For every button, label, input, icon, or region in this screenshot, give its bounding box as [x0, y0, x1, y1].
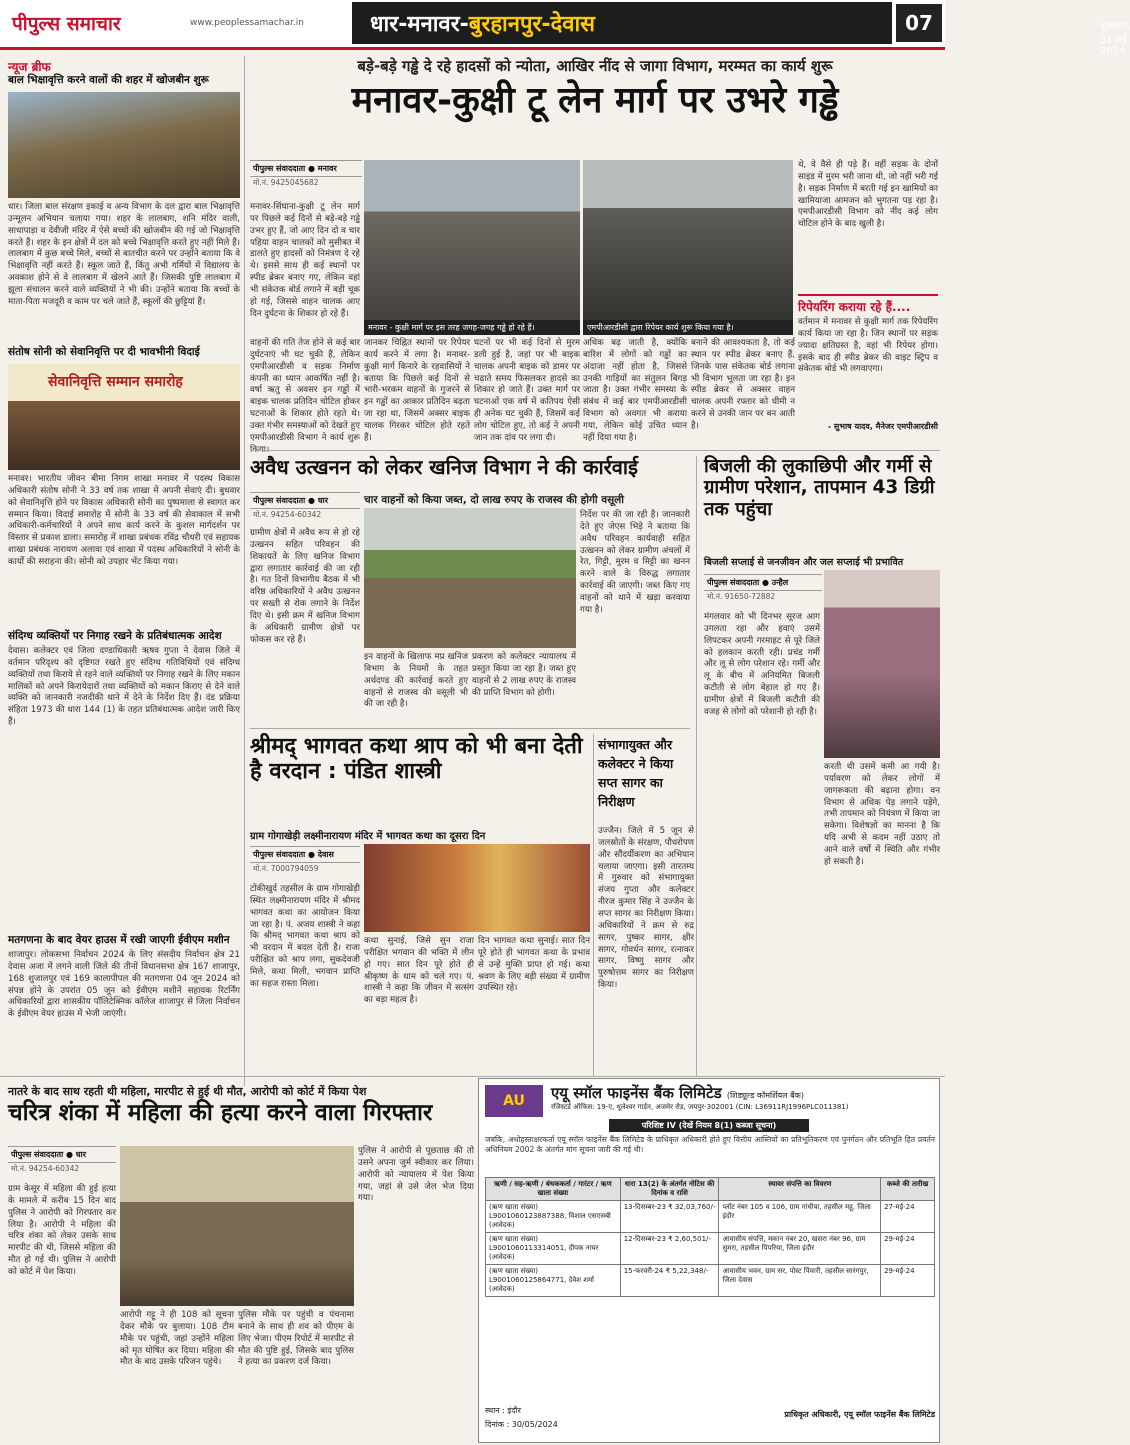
- website-url[interactable]: www.peoplessamachar.in: [190, 18, 304, 28]
- lead-byline-box: [250, 160, 362, 200]
- crime-kicker: [8, 1080, 474, 1098]
- weather-headline-text: बिजली की लुकाछिपी और गर्मी से ग्रामीण परेशान, तापमान 43 डिग्री तक पहुंचा: [704, 456, 935, 520]
- lead-byline: पीपुल्स संवाददाता ● मनावर: [250, 160, 362, 177]
- bank-name: [551, 1083, 935, 1103]
- katha-mobile: मो.नं. 7000794059: [253, 864, 319, 873]
- lead-body-6: बनाने की आवश्यकता है, तो कई स्थान पर स्पीड ब्रेकर बनाए हैं, जिनके पास संकेतक बोर्ड लगाना भी विभाग भूलता जा रहा है। इन स्पीड ब्रेकर से अक्सर वाहन चालक अपनी रफ्तार को धीमी न करने से उनकी जान पर बन आती है।: [691, 338, 795, 432]
- story2-title: संतोष सोनी को सेवानिवृत्ति पर दी भावभीनी विदाई: [8, 346, 200, 358]
- pothole-caption: मनावर - कुक्षी मार्ग पर इस तरह जगह-जगह गड्ढे हो रहे हैं।: [364, 320, 580, 335]
- crime-byline-box: [8, 1146, 116, 1180]
- crime-headline: [8, 1100, 474, 1142]
- table-cell: 29-मई-24: [881, 1233, 935, 1265]
- katha-byline: पीपुल्स संवाददाता ● देवास: [250, 846, 360, 863]
- page-number: 07: [896, 4, 942, 42]
- mining-byline: पीपुल्स संवाददाता ● धार: [250, 492, 360, 509]
- left-column: [8, 74, 240, 1084]
- masthead: [0, 0, 1130, 57]
- commissioner-headline: [598, 734, 694, 822]
- table-cell: प्लॉट नंबर 105 व 106, ग्राम गांधीवा, तहसील महू, जिला इंदौर: [719, 1201, 881, 1233]
- table-cell: आवासीय भवन, ग्राम सर, पोस्ट पिंचारी, तहसील सारंगपुर, जिला देवास: [719, 1265, 881, 1297]
- weather-subhead-text: बिजली सप्लाई से जनजीवन और जल सप्लाई भी प्रभावित: [704, 557, 904, 568]
- bank-address: रजिस्टर्ड ऑफिस: 19-ए, धूलेश्वर गार्डन, अजमेर रोड, जयपुर-302001 (CIN: L36911RJ1996PLC011381): [551, 1103, 849, 1111]
- bank-name-text: एयू स्मॉल फाइनेंस बैंक लिमिटेड: [551, 1084, 722, 1102]
- column-divider: [244, 56, 245, 1086]
- notice-table: [485, 1177, 935, 1297]
- mining-subhead-text: चार वाहनों को किया जब्त, दो लाख रुपए के राजस्व की होगी वसूली: [364, 494, 625, 506]
- col-notice-date: धारा 13(2) के अंतर्गत नोटिस की दिनांक व राशि: [620, 1178, 719, 1201]
- table-cell: 29-मई-24: [881, 1265, 935, 1297]
- katha-photo: [364, 844, 590, 932]
- col-possession-date: कब्जे की तारीख: [881, 1178, 935, 1201]
- katha-body-1: टोंकीखुर्द तहसील के ग्राम गोगाखेड़ी स्थित लक्ष्मीनारायण मंदिर में श्रीमद भागवत कथा का आयोजन किया जा रहा है। पं. अजय शास्त्री ने कहा कि श्रीमद् भागवत कथा श्राप को भी वरदान में बदल देती है। राजा परीक्षित को श्राप लगा, सुकदेवजी मिले, कथा मिली, भगवान प्राप्ति का सहज रास्ता मिला।: [250, 884, 360, 989]
- repair-sidebar-sign: - सुभाष यादव, मैनेजर एमपीआरडीसी: [827, 422, 938, 431]
- issue-date: शुक्रवार, 31 मई 2024: [1100, 21, 1130, 57]
- weather-body-1: मंगलवार को भी दिनभर सूरज आग उगलता रहा और हवाएं उसमें लिपटकर अपनी गरमाहट से पूरे जिले को हलकान करती रही। प्रचंड गर्मी और लू से लोग परेशान रहे। गर्मी और लू के बीच में अनियमित बिजली कटौती से लोग बेहाल हो गए हैं। ग्रामीण क्षेत्रों में बिजली कटौती की वजह से लोगों को परेशानी हो रही है।: [704, 612, 820, 717]
- lead-kicker: [250, 56, 940, 78]
- notice-date: दिनांक : 30/05/2024: [485, 1420, 558, 1429]
- katha-subhead-text: ग्राम गोगाखेड़ी लक्ष्मीनारायण मंदिर में भागवत कथा का दूसरा दिन: [250, 831, 486, 842]
- table-cell: (ऋण खाता संख्या) L9001060125864771, देवेश शर्मा (आवेदक): [486, 1265, 621, 1297]
- notice-intro: जबकि, अधोहस्ताक्षरकर्ता एयू स्मॉल फाइनेंस बैंक लिमिटेड के प्राधिकृत अधिकारी होते हुए वित्तीय आस्तियों का प्रतिभूतिकरण एवं पुनर्गठन और प्रतिभूति हित प्रवर्तन अधिनियम 2002 के अंतर्गत मांग सूचना जारी की गई थी।: [485, 1135, 935, 1155]
- lead-body-2: वाहनों की गति तेज होने से कई बार दुर्घटनाएं भी घट चुकी हैं, लेकिन एमपीआरडीसी व सड़क निर्माण कंपनी का ध्यान आकर्षित नहीं है। वर्षा ऋतु से अवसर इन गड्ढों में बाइक चालक प्रतिदिन चोटिल होकर घटनाओं के शिकार होते रहते थे। उक्त गंभीर समस्याओं को देखते हुए एमपीआरडीसी विभाग ने कार्य शुरू: [250, 338, 360, 443]
- column-divider: [593, 734, 594, 1076]
- mining-byline-box: [250, 492, 360, 526]
- mining-mobile: मो.नं. 94254-60342: [253, 510, 322, 519]
- bank-possession-notice: [478, 1078, 940, 1443]
- lead-mobile: मो.नं. 9425045682: [253, 178, 319, 187]
- lead-kicker-text: बड़े-बड़े गड्ढे दे रहे हादसों को न्योता, आखिर नींद से जागा विभाग, मरम्मत का कार्य शुरू: [357, 57, 833, 75]
- column-divider: [696, 456, 697, 1076]
- table-cell: 13-दिसम्बर-23 ₹ 32,03,760/-: [620, 1201, 719, 1233]
- katha-headline: [250, 734, 590, 822]
- katha-byline-box: [250, 846, 360, 880]
- repair-sidebar: [798, 294, 938, 444]
- table-row: [486, 1201, 935, 1233]
- mining-headline-text: अवैध उत्खनन को लेकर खनिज विभाग ने की कार्रवाई: [250, 455, 638, 479]
- table-cell: आवासीय संपत्ति, मकान नंबर 20, खसरा नंबर 96, ग्राम सुमरा, तहसील पिपरिया, जिला इंदौर: [719, 1233, 881, 1265]
- table-row: [486, 1265, 935, 1297]
- arrest-photo: [120, 1146, 354, 1306]
- edition-title: [370, 8, 595, 38]
- notice-table-wrap: [485, 1177, 935, 1297]
- commissioner-headline-text: संभागायुक्त और कलेक्टर ने किया सप्त सागर का निरीक्षण: [598, 737, 674, 809]
- notice-table-header: [486, 1178, 935, 1201]
- col-borrower: ऋणी / सह-ऋणी / बंधककर्ता / गारंटर / ऋण खाता संख्या: [486, 1178, 621, 1201]
- crime-mobile: मो.नं. 94254-60342: [11, 1164, 80, 1173]
- notice-appendix: परिशिष्ट IV (देखें नियम 8(1) कब्जा सूचना): [609, 1119, 809, 1132]
- lead-body-5: अधिक बढ़ जाती है, क्योंकि बारिश में लोगों को गड्ढों का अंदाजा नहीं होता है, जिससे उनकी गाड़ियों का संतुलन बिगड़ जाता है। उक्त गंभीर समस्या के संबंध में कई बार एमपीआरडीसी विभाग को अवगत भी कराया गया, लेकिन कोई उचित ध्यान नहीं दिया गया है।: [583, 338, 687, 443]
- katha-subhead: [250, 824, 590, 840]
- katha-body-3: दिन भागवत कथा सुनाई। सात दिन पूरे होते ही भागवत कथा के प्रभाव से उन्हें मुक्ति प्राप्त हो गई। कथा श्रवण के लिए बड़ी संख्या में ग्रामीण उपस्थित रहे।: [478, 936, 590, 994]
- notice-place: स्थान : इंदौर: [485, 1406, 521, 1415]
- story1-title: बाल भिक्षावृत्ति करने वालों की शहर में खोजबीन शुरू: [8, 74, 209, 86]
- weather-body-2: करती थी उसमें कमी आ गयी है। पर्यावरण को लेकर लोगों में जागरूकता की बढ़ाना होगा। वन विभाग से अधिक पेड़ लगाने पड़ेंगे, तभी तापमान को नियंत्रण में किया जा सकेगा। विशेषज्ञों का मानना है कि यदि अभी से कदम नहीं उठाए तो आने वाले वर्षों में स्थिति और गंभीर हो सकती है।: [824, 762, 940, 867]
- repair-photo: [583, 160, 793, 332]
- weather-byline: पीपुल्स संवाददाता ● उन्हैल: [704, 574, 822, 591]
- commissioner-body: उज्जैन। जिले में 5 जून से जलस्रोतों के संरक्षण, पौधरोपण और सौंदर्यीकरण का अभियान चलाया जाएगा। इसी तारतम्य में गुरुवार को संभागायुक्त संजय गुप्ता और कलेक्टर नीरज कुमार सिंह ने उज्जैन के सप्त सागर का निरीक्षण किया। अधिकारियों ने क्रम से रुद्र सागर, पुष्कर सागर, क्षीर सागर, गोवर्धन सागर, रत्नाकर सागर, विष्णु सागर और पुरुषोत्तम सागर का निरीक्षण किया।: [598, 826, 694, 991]
- farewell-photo: [8, 364, 240, 470]
- mining-body-2: इन वाहनों के खिलाफ मप्र खनिज विभाग के नियमों के तहत अर्थदण्ड की कार्रवाई करते हुए वाहनों से राजस्व की वसूली भी की जा रही है।: [364, 652, 468, 710]
- table-cell: 27-मई-24: [881, 1201, 935, 1233]
- lead-body-4: घटनों पर भी कई दिनों से मुरम डली हुई है, जहां पर भी बाइक चालक अपनी बाइक को डामर पर चढ़ाते समय फिसलकर हादसे का शिकार हो जाते हैं। उक्त मार्ग पर घटनाओं एक वर्ष में कतिपय ऐसी ही अनेक घट चुकी हैं, जिसमें कई लोग चोटिल हुए, तो कई ने अपनी जान तक दांव पर लगा दी।: [474, 338, 580, 443]
- weather-headline: [704, 456, 940, 546]
- table-cell: 15-फरवरी-24 ₹ 5,22,348/-: [620, 1265, 719, 1297]
- col-property: स्थावर संपत्ति का विवरण: [719, 1178, 881, 1201]
- table-cell: (ऋण खाता संख्या) L9001060123887388, विशाल एसएसबी (आवेदक): [486, 1201, 621, 1233]
- story3-body: देवास। कलेक्टर एवं जिला दण्डाधिकारी ऋषव गुप्ता ने देवास जिले में वर्तमान परिदृश्य को दृष्टिगत रखते हुए संदिग्ध गतिविधियों एवं संदिग्ध व्यक्तियों तथा किराये से रहने वाले व्यक्तियों पर निगाह रखने के लिए मकान मालिकों को अपने किरायेदारों तथा व्यक्तियों को मकान किराए से देने वाले व्यक्ति को जानकारी नजदीकी थाने में देने के निर्देश दिए हैं। दंड प्रक्रिया संहिता 1973 की धारा 144 (1) के तहत प्रतिबंधात्मक आदेश जारी किए हैं।: [8, 646, 240, 728]
- mining-body-1: ग्रामीण क्षेत्रों में अवैध रूप से हो रहे उत्खनन सहित परिवहन की शिकायतें के लिए खनिज विभाग द्वारा लगातार कार्रवाई की जा रही है। गत दिनों विभागीय बैठक में भी वरिष्ठ अधिकारियों ने अवैध उत्खनन पर सख्ती से रोक लगाने के निर्देश दिए थे। इसी क्रम में खनिज विभाग के अधिकारी ग्रामीण क्षेत्रों पर फोकस कर रहे हैं।: [250, 528, 360, 645]
- mining-body-4: निर्देश पर की जा रही है। जानकारी देते हुए जेएस भिड़े ने बताया कि अवैध परिवहन कार्यवाही सहित उत्खनन को लेकर ग्रामीण अंचलों में रेत, गिट्टी, मुरम व मिट्टी का खनन करने वाले के विरुद्ध लगातार कार्रवाई की जाएगी। जब्त किए गए वाहनों को थाने में खड़ा करवाया गया है।: [580, 510, 690, 615]
- repair-caption: एमपीआरडीसी द्वारा रिपेयर कार्य शुरू किया गया है।: [583, 320, 793, 335]
- weather-mobile: मो.नं. 91650-72882: [707, 592, 776, 601]
- story3-title: संदिग्ध व्यक्तियों पर निगाह रखने के प्रतिबंधात्मक आदेश: [8, 630, 222, 642]
- katha-body-2: कथा सुनाई, जिसे सुन राजा परीक्षित भगवान की भक्ति में लीन हो गए। सात दिन पूरे होते ही श्रीकृष्ण के धाम को चले गए। पं. शास्त्री ने कहा कि जीवन में सत्संग का बड़ा महत्व है।: [364, 936, 474, 1006]
- newspaper-logo: पीपुल्स समाचार: [12, 13, 121, 35]
- table-cell: 12-दिसम्बर-23 ₹ 2,60,501/-: [620, 1233, 719, 1265]
- repair-sidebar-title: रिपेयरिंग कराया रहे हैं....: [798, 300, 911, 314]
- weather-subhead: [704, 550, 940, 566]
- crime-headline-text: चरित्र शंका में महिला की हत्या करने वाला गिरफ्तार: [8, 1100, 433, 1126]
- section-divider: [250, 450, 940, 451]
- story4-body: शाजापुर। लोकसभा निर्वाचन 2024 के लिए संसदीय निर्वाचन क्षेत्र 21 देवास अजा में लगने वाली जिले की तीनों विधानसभा क्षेत्र 167 शाजापुर, 168 शुजालपुर एवं 169 कालापीपल की मतगणना 04 जून 2024 को संपन्न होने के उपरांत 05 जून को ईवीएम मशीनें सहायक रिटर्निंग अधिकारियों द्वारा शासकीय पॉलिटेक्निक कॉलेज शाजापुर से जिला निर्वाचन के ईवीएम वेयर हाउस में भेजी जाएंगी।: [8, 950, 240, 1020]
- crime-body-2: आरोपी गट्टू ने ही 108 को सूचना देकर मौके पर बुलाया। 108 टीम मौके पर पहुंची, जहां उन्होंने महिला को मृत घोषित कर दिया। महिला की मौत के बाद उसके परिजन पहुंचे।: [120, 1310, 234, 1368]
- bank-sub: (शिड्यूल्ड कॉमर्शियल बैंक): [726, 1091, 804, 1100]
- story1-body: धार। जिला बाल संरक्षण इकाई व अन्य विभाग के दल द्वारा बाल भिक्षावृत्ति उन्मूलन अभियान चलाया गया। शहर के लालबाग, शनि मंदिर वाली, साधापाड़ा व देवीजी मंदिर में ऐसे बच्चों की खोजबीन की गई जो भिक्षावृत्ति करते हैं। शहर के इन क्षेत्रों में दल को बच्चे भिक्षावृत्ति करते हुए नहीं मिले हैं। लालबाग में कुछ बच्चे मिले, बच्चों से बातचीत करने पर उन्होंने बताया कि वे भिक्षावृत्ति नहीं करते हैं। स्कूल जाते हैं, किंतु अभी गर्मियों में विद्यालय के अवकाश होने से वे लालबाग में खेलने आते हैं। जिसकी पुष्टि लालबाग में झूला संचालन करने वाले व्यक्तियों ने भी की। उन्होंने बताया कि बच्चों के माता-पिता मजदूरी व काम पर चले जाते हैं, स्कूलों की छुट्टियां हैं।: [8, 202, 240, 307]
- mining-headline: [250, 456, 690, 488]
- crime-byline: पीपुल्स संवाददाता ● धार: [8, 1146, 116, 1163]
- story4-title: मतगणना के बाद वेयर हाउस में रखी जाएगी ईवीएम मशीन: [8, 934, 230, 946]
- crime-body-4: पुलिस ने आरोपी से पूछताछ की तो उसने अपना जुर्म स्वीकार कर लिया। आरोपी को न्यायालय में पेश किया गया, जहां से उसे जेल भेज दिया गया।: [358, 1146, 474, 1204]
- crime-body-1: ग्राम केसूर में महिला की हुई हत्या के मामले में करीब 15 दिन बाद पुलिस ने आरोपी को गिरफ्तार कर लिया है। आरोपी ने महिला की चरित्र शंका को लेकर उसके साथ मारपीट की थी, जिससे महिला की मौत हो गई थी। पुलिस ने आरोपी को कोर्ट में पेश किया।: [8, 1184, 116, 1278]
- bank-logo-icon: AU: [485, 1085, 543, 1117]
- edition-part-a: धार-मनावर-: [370, 12, 469, 37]
- story2-body: मनावर। भारतीय जीवन बीमा निगम शाखा मनावर में पदस्थ विकास अधिकारी संतोष सोनी ने 33 वर्ष तक शाखा में अपनी सेवाएं दी। बुधवार को सेवानिवृत्ति होने पर विकास अधिकारी सोनी का पुष्पमाला से स्वागत कर सम्मान किया। विदाई समारोह में सोनी के 33 वर्ष की सेवाकाल में सभी अधिकारी-कर्मचारियों ने अपने साथ कार्य करने के कुशल मार्गदर्शन पर विस्तार से प्रकाश डाला। समारोह में शाखा प्रबंधक रविंद्र चौधरी एवं सहायक शाखा प्रबंधक नारायण अलावा एवं शाखा में पदस्थ अधिकारियों ने सोनी के कार्यों की सराहना की। सोनी को उपहार भेंट किया गया।: [8, 474, 240, 568]
- crime-body-3: पुलिस मौके पर पहुंची व पंचनामा बनाने के साथ ही शव को पीएम के लिए भेजा। पीएम रिपोर्ट में मारपीट से मौत की पुष्टि हुई, जिसके बाद पुलिस ने हत्या का प्रकरण दर्ज किया।: [238, 1310, 354, 1368]
- heat-woman-photo: [824, 570, 940, 758]
- repair-sidebar-body: वर्तमान में मनावर से कुक्षी मार्ग तक रिपेयरिंग कार्य किया जा रहा है। जिन स्थानों पर सड़क ज्यादा क्षतिग्रस्त है, वहां भी रिपेयर होगा। इसके बाद ही स्पीड ब्रेकर की वाइट स्ट्रिप व संकेतक बोर्ड भी लगवाएगा।: [798, 317, 938, 375]
- farewell-banner-text: सेवानिवृत्ति सम्मान समारोह: [48, 374, 183, 390]
- weather-byline-box: [704, 574, 822, 608]
- mining-body-3: प्रकरण को कलेक्टर न्यायालय में प्रस्तुत किया जा रहा है। जब्त हुए वाहनों से 2 लाख रुपए के राजस्व की प्राप्ति विभाग को होगी।: [472, 652, 576, 698]
- section-divider: [0, 1076, 945, 1077]
- pothole-photo: [364, 160, 580, 332]
- lead-headline-text: मनावर-कुक्षी टू लेन मार्ग पर उभरे गड्ढे: [351, 80, 839, 121]
- lead-body-1: मनावर-सिंघाना-कुक्षी टू लेन मार्ग पर पिछले कई दिनों से बड़े-बड़े गड्ढे उभर हुए हैं, जो आए दिन दो व चार पहिया वाहन चालकों को मुसीबत में डालते हुए हादसों को निमंत्रण दे रहे थे। इससे साथ ही कई स्थानों पर स्पीड ब्रेकर बनाए गए, लेकिन वहां भी संकेतक बोर्ड लगाने में बड़ी चूक हो गई, जिससे वाहन चालक आए दिन दुर्घटना के शिकार हो रहे हैं।: [250, 202, 360, 319]
- seized-vehicles-photo: [364, 508, 576, 648]
- table-cell: (ऋण खाता संख्या) L9001060113314051, दीपक नायर (आवेदक): [486, 1233, 621, 1265]
- edition-part-b: बुरहानपुर-देवास: [468, 12, 596, 37]
- child-begging-photo: [8, 92, 240, 198]
- crime-kicker-text: नातरे के बाद साथ रहती थी महिला, मारपीट से हुई थी मौत, आरोपी को कोर्ट में किया पेश: [8, 1085, 367, 1098]
- lead-body-7: थे, वे वैसे ही पड़े हैं। वहीं सड़क के दोनों साइड में मुरम भरी जाना थी, जो नहीं भरी गई है। सड़क निर्माण में बरती गई इन खामियों का खामियाजा आमजन को भुगतना पड़ रहा है। एमपीआरडीसी विभाग को नींद कई लोग चोटिल होने के बाद खुली है।: [798, 160, 938, 230]
- lead-headline: [250, 80, 940, 140]
- notice-signature: प्राधिकृत अधिकारी, एयू स्मॉल फाइनेंस बैंक लिमिटेड: [784, 1410, 935, 1419]
- katha-headline-text: श्रीमद् भागवत कथा श्राप को भी बना देती है वरदान : पंडित शास्त्री: [250, 734, 583, 785]
- mining-subhead: [364, 488, 690, 506]
- lead-body-3: जानकर चिह्नित स्थानों पर रिपेयर कार्य करने में लगा है। मनावर-कुक्षी मार्ग किनारे के रहवासियों ने बताया कि पिछले कई दिनों से भारी-भरकम वाहनों के गुजरने से इन गड्ढों का आकार प्रतिदिन बढ़ता जा रहा था, जिसमें अक्सर बाइक चालक गिरकर चोटिल होते रहते हैं।: [364, 338, 470, 443]
- news-brief-tag: न्यूज ब्रीफ: [8, 60, 51, 74]
- table-row: [486, 1233, 935, 1265]
- section-divider: [250, 728, 690, 729]
